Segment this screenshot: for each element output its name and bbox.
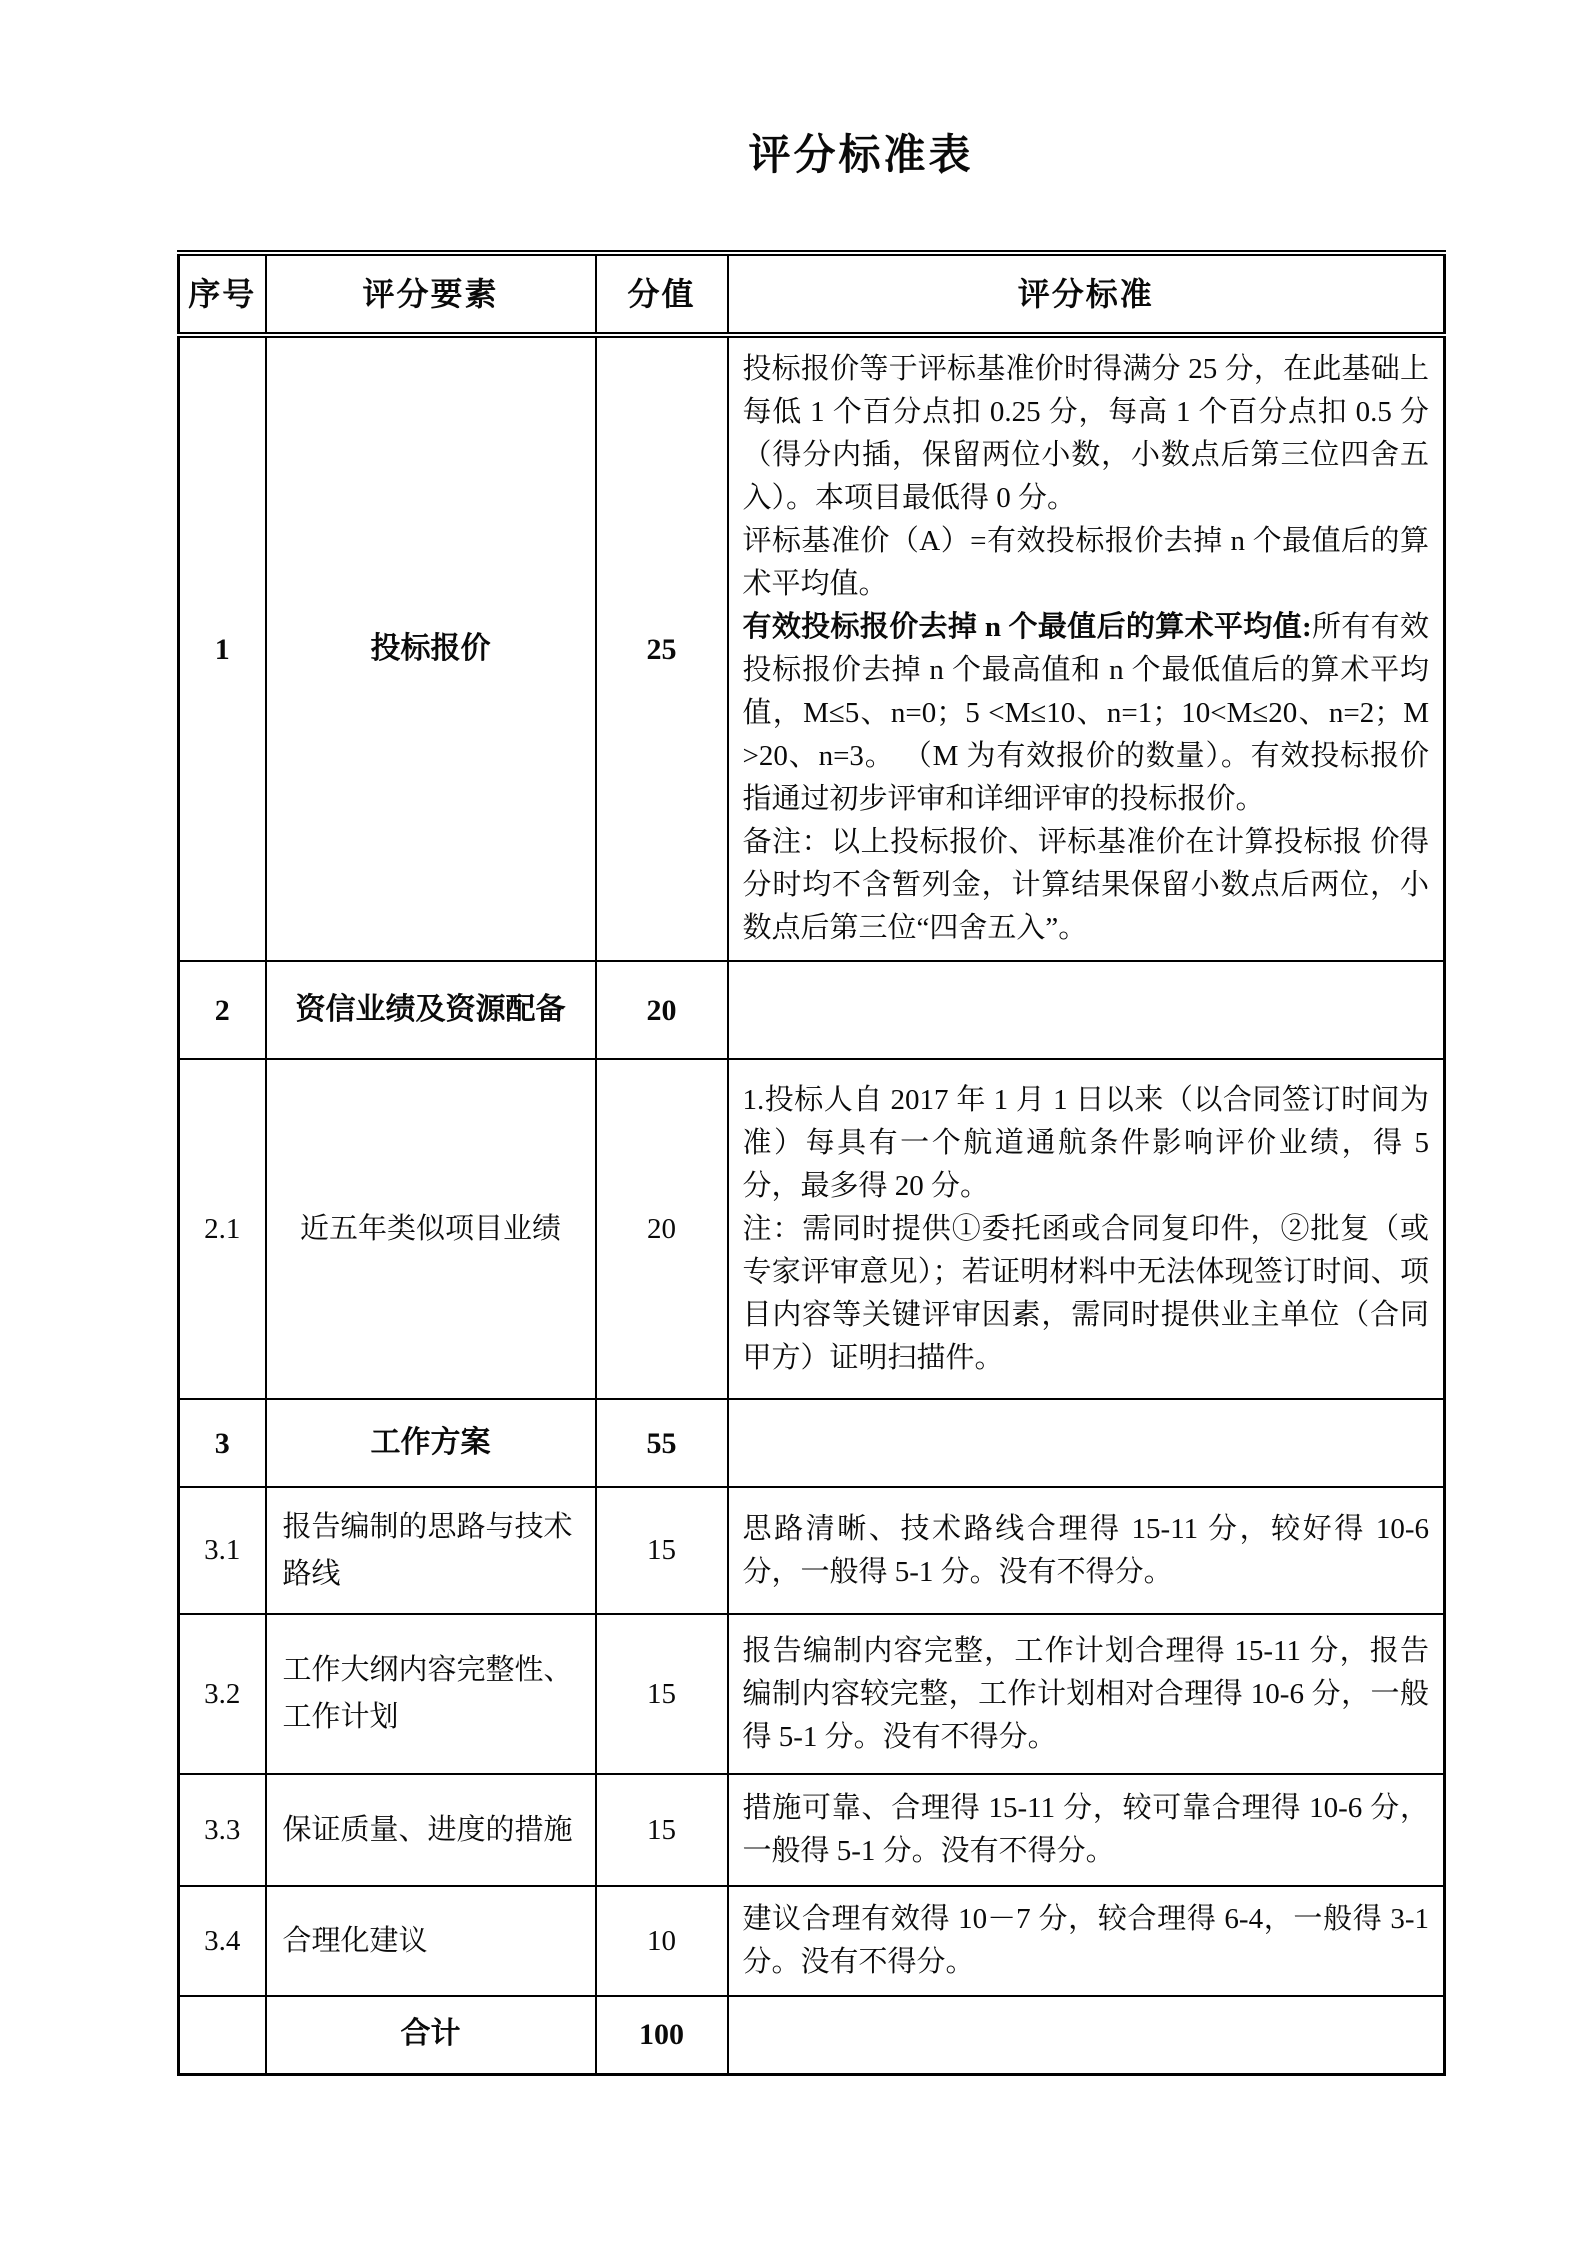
row-score: 10 [596, 1886, 728, 1996]
row-factor: 资信业绩及资源配备 [266, 961, 596, 1059]
criteria-paragraph: 有效投标报价去掉 n 个最值后的算术平均值:所有有效投标报价去掉 n 个最高值和 n 个最低值后的算术平均值，M≤5、n=0；5 <M≤10、n=1；10<M≤20、n=2；M>20、n=3。 （M 为有效报价的数量）。有效投标报价指通过初步评审和详细评审的投标报价。 [742, 611, 1429, 815]
criteria-paragraph: 思路清晰、技术路线合理得 15-11 分，较好得 10-6 分，一般得 5-1 分。没有不得分。 [742, 1512, 1429, 1588]
criteria-paragraph: 报告编制内容完整，工作计划合理得 15-11 分，报告编制内容较完整，工作计划相对合理得 10-6 分，一般得 5-1 分。没有不得分。 [742, 1634, 1429, 1753]
row-no: 3.2 [179, 1614, 266, 1774]
row-criteria [728, 1886, 1445, 1996]
table-row [179, 1996, 1445, 2074]
table-row [179, 1886, 1445, 1996]
table-body [179, 335, 1445, 2074]
row-criteria [728, 1996, 1445, 2074]
header-row [179, 253, 1445, 335]
row-no: 3.3 [179, 1774, 266, 1886]
row-score: 20 [596, 961, 728, 1059]
table-row [179, 1399, 1445, 1487]
row-criteria [728, 1614, 1445, 1774]
row-factor: 保证质量、进度的措施 [266, 1774, 596, 1886]
row-criteria [728, 961, 1445, 1059]
header-cell-factor: 评分要素 [266, 253, 596, 335]
row-no: 3.1 [179, 1487, 266, 1614]
row-score: 55 [596, 1399, 728, 1487]
criteria-paragraph: 注：需同时提供①委托函或合同复印件，②批复（或专家评审意见）；若证明材料中无法体现签订时间、项目内容等关键评审因素，需同时提供业主单位（合同甲方）证明扫描件。 [742, 1212, 1429, 1374]
table-row [179, 335, 1445, 961]
row-factor: 投标报价 [266, 335, 596, 961]
header-cell-criteria: 评分标准 [728, 253, 1445, 335]
criteria-paragraph: 措施可靠、合理得 15-11 分，较可靠合理得 10-6 分，一般得 5-1 分。没有不得分。 [742, 1792, 1429, 1867]
score-table [177, 250, 1446, 2076]
row-score: 20 [596, 1059, 728, 1399]
row-no: 1 [179, 335, 266, 961]
table-row [179, 961, 1445, 1059]
table-row [179, 1487, 1445, 1614]
row-score: 15 [596, 1487, 728, 1614]
row-score: 15 [596, 1614, 728, 1774]
table-row [179, 1774, 1445, 1886]
table-row [179, 1614, 1445, 1774]
row-factor: 近五年类似项目业绩 [266, 1059, 596, 1399]
table-row [179, 1059, 1445, 1399]
header-cell-no: 序号 [179, 253, 266, 335]
row-criteria [728, 335, 1445, 961]
row-score: 100 [596, 1996, 728, 2074]
doc-title: 评分标准表 [748, 133, 974, 179]
row-criteria [728, 1059, 1445, 1399]
row-criteria [728, 1487, 1445, 1614]
row-factor: 合理化建议 [266, 1886, 596, 1996]
criteria-paragraph: 备注：以上投标报价、评标基准价在计算投标报 价得分时均不含暂列金，计算结果保留小数点后两位，小数点后第三位“四舍五入”。 [742, 826, 1429, 944]
criteria-paragraph: 投标报价等于评标基准价时得满分 25 分，在此基础上每低 1 个百分点扣 0.25 分，每高 1 个百分点扣 0.5 分（得分内插，保留两位小数，小数点后第三位四舍五入）。本项目最低得 0 分。 [742, 353, 1429, 514]
row-no: 2.1 [179, 1059, 266, 1399]
row-factor: 工作大纲内容完整性、工作计划 [266, 1614, 596, 1774]
criteria-paragraph: 1.投标人自 2017 年 1 月 1 日以来（以合同签订时间为准）每具有一个航道通航条件影响评价业绩，得 5 分，最多得 20 分。 [742, 1083, 1429, 1202]
row-no: 3.4 [179, 1886, 266, 1996]
row-no [179, 1996, 266, 2074]
criteria-paragraph: 评标基准价（A）=有效投标报价去掉 n 个最值后的算术平均值。 [742, 525, 1429, 600]
row-no: 2 [179, 961, 266, 1059]
row-no: 3 [179, 1399, 266, 1487]
row-criteria [728, 1399, 1445, 1487]
criteria-paragraph: 建议合理有效得 10－7 分，较合理得 6-4，一般得 3-1 分。没有不得分。 [742, 1903, 1429, 1978]
row-factor: 工作方案 [266, 1399, 596, 1487]
row-factor: 合计 [266, 1996, 596, 2074]
row-factor: 报告编制的思路与技术路线 [266, 1487, 596, 1614]
row-criteria [728, 1774, 1445, 1886]
row-score: 25 [596, 335, 728, 961]
header-cell-score: 分值 [596, 253, 728, 335]
row-score: 15 [596, 1774, 728, 1886]
